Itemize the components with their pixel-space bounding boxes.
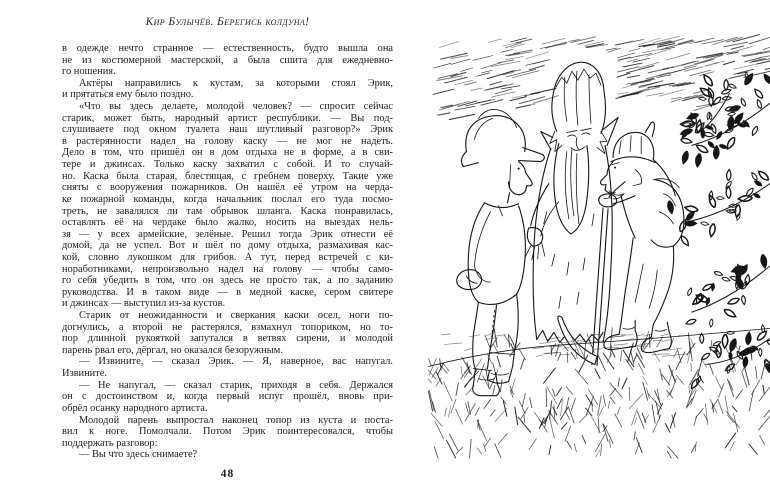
text-line: го ношения.	[62, 66, 116, 78]
text-line: слушиваете под окном туалета наш шутливый разговор?» Эрик	[62, 124, 393, 136]
text-line: он с достоинством и, когда первый испуг прошёл, вновь при-	[62, 391, 393, 403]
text-line: Молодой парень выпростал наконец топор из куста и поста-	[79, 414, 393, 426]
figure-erik-fireman-helmet-icon	[457, 109, 545, 395]
text-line: го себя убедить в том, что он здесь не просто так, а по заданию	[62, 275, 393, 287]
text-line: — Извините, — сказал Эрик. — Я, наверное, вас напугал.	[79, 356, 393, 368]
figure-young-man-with-axe-icon	[599, 122, 684, 353]
text-line: Старик от неожиданности и сверкания каски осел, ноги по-	[79, 310, 393, 322]
running-header: Кир Булычёв. Берегись колдуна!	[145, 16, 310, 28]
text-line: кой, словно лукошком для грибов. А тут, перед встречей с ки-	[62, 251, 393, 263]
text-line: — Вы что здесь снимаете?	[79, 449, 198, 461]
grass-icon	[428, 328, 770, 459]
body-text	[62, 43, 393, 461]
illustration	[428, 33, 770, 465]
text-line: старик, может быть, народный артист республики. — Вы под-	[62, 112, 393, 124]
text-line: и джинсах — выступил из-за кустов.	[62, 298, 226, 310]
text-line: тере и джинсах. Только каску захватил с собой. И то случай-	[62, 159, 393, 171]
text-line: в одежде нечто странное — естественность, будто вышла она	[62, 43, 393, 54]
text-line: ке пожарной команды, когда начальник послал его туда посмо-	[62, 193, 393, 205]
text-line: не из костюмерной мастерской, а была сшита для ежедневно-	[62, 54, 393, 66]
text-line: Извините.	[62, 368, 107, 380]
text-line: и прятаться ему было поздно.	[62, 89, 194, 101]
text-line: Актёры направились к кустам, за которыми стоял Эрик,	[79, 77, 393, 89]
text-line: но. Каска была старая, блестящая, с гребнем поверху. Такие уже	[62, 170, 393, 182]
text-line: — Не напугал, — сказал старик, приходя в себя. Держался	[79, 379, 393, 391]
text-line: пор длинной рукояткой запутался в ветвях сирени, и молодой	[62, 333, 393, 345]
text-line: домой, да не успел. Вот и шёл по дому отдыха, размахивая кас-	[62, 240, 393, 252]
text-line: руководства. И в таком виде — в медной каске, сером свитере	[62, 286, 393, 298]
text-line: в растерянности надел на голову каску — не мог не надеть.	[62, 135, 393, 147]
text-line: оставлять её на чердаке было жалко, носить на выездах нель-	[62, 217, 393, 229]
page-number: 48	[220, 468, 235, 480]
text-line: треть, не завалялся ли там обрывок шланга. Каска понравилась,	[62, 205, 393, 217]
text-line: ноработниками, непроизвольно надел на голову — чтобы само-	[62, 263, 393, 275]
text-line: «Что вы здесь делаете, молодой человек? — спросит сейчас	[79, 101, 393, 113]
text-line: обрёл осанку народного артиста.	[62, 402, 208, 414]
text-line: поддержать разговор:	[62, 437, 158, 449]
text-line: Дело в том, что пришёл он в дом отдыха не в форме, а в сви-	[62, 147, 393, 159]
figure-old-man-fur-hat-icon	[525, 62, 618, 342]
text-line: зя — у всех армейские, зелёные. Решил тогда Эрик отнести её	[62, 228, 393, 240]
text-line: вил к ноге. Помолчали. Потом Эрик поинтересовался, чтобы	[62, 426, 393, 438]
text-line: догнулись, а второй не растерялся, взмахнул топориком, но то-	[62, 321, 393, 333]
text-line: парень рвал его, дёргал, но оказался безоружным.	[62, 344, 283, 356]
text-line: сняты с вооружения пожарников. Он нашёл её утром на черда-	[62, 182, 393, 194]
